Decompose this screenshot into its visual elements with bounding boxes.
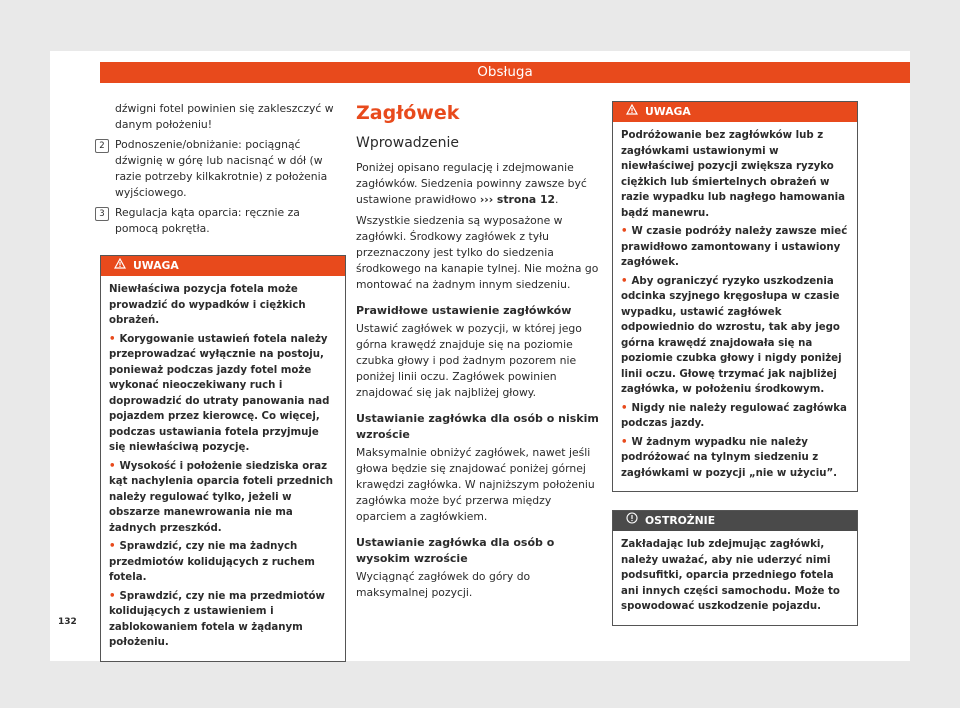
step-number: 2 — [95, 139, 109, 153]
subheading: Ustawianie zagłówka dla osób o niskim wzroście — [356, 412, 599, 441]
caution-label: OSTROŻNIE — [645, 514, 716, 527]
bullet-icon: • — [621, 402, 628, 414]
warning-body — [101, 276, 345, 661]
bullet-icon: • — [109, 541, 116, 552]
column-right — [612, 101, 858, 626]
warning-bullet: • Wysokość i położenie siedziska oraz kąt nachylenia oparcia foteli przednich należy regulować tylko, jeżeli w obszarze manewrowania nie ma żadnych przeszkód. — [109, 460, 334, 534]
warning-header — [101, 256, 345, 276]
warning-bullet: • Aby ograniczyć ryzyko uszkodzenia odcinka szyjnego kręgosłupa w czasie wypadku, ustawić zagłówek odpowiednio do wzrostu, tak aby jego górna krawędź znajdowała się na poziomie czubka głowy i nigdy poniżej linii oczu. Głowę trzymać jak najbliżej zagłówka, w położeniu środkowym. — [621, 275, 842, 395]
warning-bullet: • Sprawdzić, czy nie ma przedmiotów kolidujących z ustawieniem i zablokowaniem fotela w żądanym położeniu. — [109, 590, 325, 648]
paragraph: Wszystkie siedzenia są wyposażone w zagłówki. Środkowy zagłówek z tyłu przeznaczony jest tylko do siedzenia środkowego na kanapie tylnej. Nie można go montować na żadnym innym siedzeniu. — [356, 214, 599, 291]
caution-body — [613, 531, 857, 625]
bullet-icon: • — [621, 275, 628, 287]
warning-bullet: • Sprawdzić, czy nie ma żadnych przedmiotów kolidujących z ruchem fotela. — [109, 541, 315, 583]
caution-box — [612, 510, 858, 626]
warning-bullet: • W czasie podróży należy zawsze mieć prawidłowo zamontowany i ustawiony zagłówek. — [621, 226, 848, 268]
caution-header — [613, 511, 857, 531]
paragraph: Wyciągnąć zagłówek do góry do maksymalnej pozycji. — [356, 570, 531, 599]
paragraph: Maksymalnie obniżyć zagłówek, nawet jeśli głowa będzie się znajdować poniżej górnej krawędzi zagłówka. W najniższym położeniu zagłówka może być przerwa między oparciem a zagłówkiem. — [356, 446, 595, 523]
warning-body — [613, 122, 857, 491]
paragraph: Poniżej opisano regulację i zdejmowanie zagłówków. Siedzenia powinny zawsze być ustawione prawidłowo ››› strona 12. — [356, 161, 587, 206]
manual-page — [50, 51, 910, 661]
column-middle — [356, 101, 602, 606]
caution-circle-icon — [625, 511, 639, 531]
step-number: 3 — [95, 207, 109, 221]
warning-label: UWAGA — [645, 105, 691, 118]
warning-box — [612, 101, 858, 492]
warning-lead: Niewłaściwa pozycja fotela może prowadzić do wypadków i ciężkich obrażeń. — [109, 284, 306, 326]
bullet-icon: • — [109, 333, 116, 345]
bullet-icon: • — [621, 226, 628, 237]
warning-bullet: • W żadnym wypadku nie należy podróżować na tylnym siedzeniu z zagłówkami w pozycji „nie w użyciu”. — [621, 436, 838, 479]
warning-triangle-icon — [113, 256, 127, 276]
warning-bullet: • Nigdy nie należy regulować zagłówka podczas jazdy. — [621, 402, 847, 429]
warning-box — [100, 255, 346, 662]
caution-text: Zakładając lub zdejmując zagłówki, należy uważać, aby nie uderzyć nimi podsufitki, oparcia przedniego fotela ani innych części samochodu. Może to spowodować uszkodzenie pojazdu. — [621, 539, 840, 612]
section-header: Obsługa — [100, 62, 910, 83]
bullet-icon: • — [109, 460, 116, 472]
warning-bullet: • Korygowanie ustawień fotela należy przeprowadzać wyłącznie na postoju, ponieważ podczas jazdy fotel może wykonać nieoczekiwany ruch i doprowadzić do utraty panowania nad pojazdem przez kierowcę. Co więcej, podczas ustawiania fotela przyjmuje się niewłaściwą pozycję. — [109, 333, 330, 453]
step-text: Regulacja kąta oparcia: ręcznie za pomocą pokrętła. — [115, 206, 300, 235]
warning-header — [613, 102, 857, 122]
paragraph: Ustawić zagłówek w pozycji, w której jego górna krawędź znajduje się na poziomie czubka głowy i pod żadnym pozorem nie poniżej linii oczu. Zagłówek powinien znajdować się jak najbliżej głowy. — [356, 322, 582, 399]
warning-lead: Podróżowanie bez zagłówków lub z zagłówkami ustawionymi w niewłaściwej pozycji zwiększa ryzyko ciężkich lub śmiertelnych obrażeń w razie wypadku lub nagłego hamowania bądź manewru. — [621, 130, 846, 219]
bullet-icon: • — [621, 436, 628, 448]
column-left — [100, 101, 346, 662]
warning-label: UWAGA — [133, 259, 179, 272]
step-text: Podnoszenie/obniżanie: pociągnąć dźwignię w górę lub nacisnąć w dół (w razie potrzeby kilkakrotnie) z położenia wyjściowego. — [115, 138, 328, 199]
page-number: 132 — [58, 617, 77, 627]
bullet-icon: • — [109, 590, 116, 602]
section-title: Zagłówek — [356, 102, 460, 124]
continued-text: dźwigni fotel powinien się zakleszczyć w danym położeniu! — [115, 102, 334, 131]
subheading: Prawidłowe ustawienie zagłówków — [356, 304, 572, 317]
warning-triangle-icon — [625, 102, 639, 122]
section-subtitle: Wprowadzenie — [356, 135, 459, 151]
list-item — [100, 205, 346, 237]
page-reference-link[interactable]: ››› strona 12 — [479, 193, 556, 206]
subheading: Ustawianie zagłówka dla osób o wysokim wzroście — [356, 536, 555, 565]
list-item — [100, 137, 346, 201]
